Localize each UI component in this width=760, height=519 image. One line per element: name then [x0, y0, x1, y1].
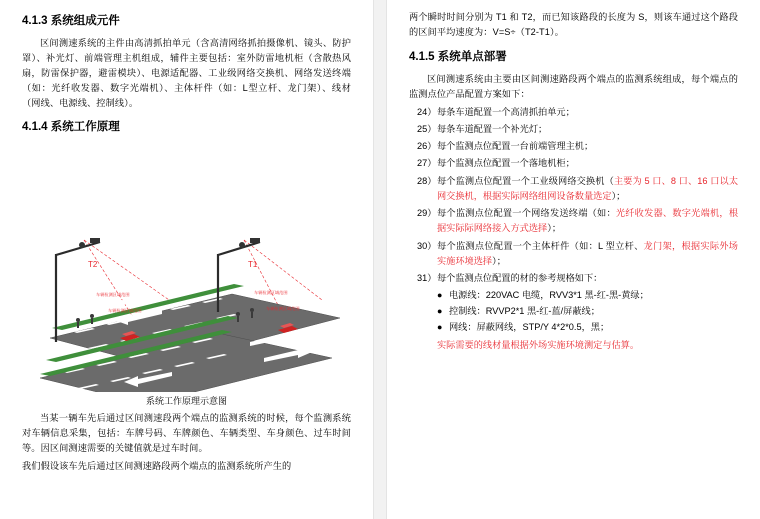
figure-label-t2: T2 [88, 260, 98, 270]
figure-label-detect-area-4: 车辆检测区域范围 [266, 306, 300, 312]
road-illustration-svg [22, 142, 352, 392]
list-item [409, 288, 738, 304]
figure-label-detect-area-2: 车辆检测区域范围 [108, 308, 142, 314]
list-item-number: 25） [417, 123, 437, 134]
figure-label-detect-area-3: 车辆检测区域范围 [254, 290, 288, 296]
list-item-number: 26） [417, 141, 437, 152]
figure-label-t1: T1 [248, 260, 258, 270]
bullet-text: 电源线：220VAC 电缆，RVV3*1 黑-红-黑-黄绿； [449, 290, 649, 301]
list-item-text: 每个监测点位配置一个网络发送终端（如： [437, 208, 616, 219]
list-item-number: 30） [417, 240, 437, 251]
list-item-number: 28） [417, 175, 437, 186]
section-heading-4-1-5: 4.1.5 系统单点部署 [409, 50, 507, 63]
figure-caption: 系统工作原理示意图 [145, 396, 227, 407]
list-item [409, 139, 738, 154]
list-item-number: 31） [417, 273, 437, 284]
list-item-text: 每条车道配置一个高清抓拍单元； [437, 106, 575, 117]
list-item-number: 27） [417, 158, 437, 169]
list-item-text: 每个监测点位配置一个工业级网络交换机（ [437, 175, 614, 186]
system-principle-figure [22, 142, 352, 392]
list-item-text-red: 主要为 5 口、8 口、16 口以太网交换机，根据实际网络组网设备数量选定 [437, 175, 739, 201]
list-item-text: 每条车道配置一个补光灯； [437, 123, 548, 134]
list-item-text: 每个监测点位配置的材的参考规格如下： [437, 273, 603, 284]
list-item-text-tail: ）； [611, 190, 626, 201]
deployment-numbered-list [409, 105, 738, 287]
section-heading-4-1-3: 4.1.3 系统组成元件 [22, 15, 120, 27]
list-item-text: 每个监测点位配置一台前端管理主机； [437, 141, 594, 152]
paragraph-working-principle-1: 当某一辆车先后通过区间测速段两个端点的监测系统的时候，每个监测系统对车辆信息采集，包括：车牌号码、车牌颜色、车辆类型、车身颜色、过车时间等。因区间测速需要的关键值就是过车时间。 [22, 413, 351, 454]
paragraph-formula-lead: 两个瞬时时间分别为 T1 和 T2，而已知该路段的长度为 S，则该车通过这个路段的区间平均速度为：V=S÷（T2-T1）。 [409, 12, 738, 37]
list-item [409, 156, 738, 171]
list-item [409, 206, 738, 237]
document-page-left [0, 0, 374, 519]
bullet-dot-icon: ● [437, 306, 443, 317]
list-item [409, 304, 738, 320]
document-page-right [386, 0, 760, 519]
list-item-number: 24） [417, 106, 437, 117]
list-item [409, 105, 738, 120]
bullet-text: 控制线：RVVP2*1 黑-红-蓝/屏蔽线； [449, 306, 600, 317]
paragraph-system-components: 区间测速系统的主件由高清抓拍单元（含高清网络抓拍摄像机、镜头、防护罩）、补光灯、前端管理主机组成，辅件主要包括：室外防雷地机柜（含散热风扇，防雷保护器，避雷模块）、电源适配器、工业级网络交换机、网络发送终端（如：光纤收发器、数字光端机）、主体杆件（如：L型立杆、龙门架）、线材（网线、电源线、控制线）。 [22, 37, 351, 108]
list-item [409, 174, 738, 205]
paragraph-working-principle-2: 我们假设该车先后通过区间测速路段两个端点的监测系统所产生的 [22, 461, 292, 472]
bullet-text: 网线：屏蔽网线，STP/Y 4*2*0.5，黑； [449, 321, 610, 332]
list-item [409, 271, 738, 286]
section-heading-4-1-4: 4.1.4 系统工作原理 [22, 121, 120, 134]
list-item [409, 239, 738, 270]
list-item-text-red: 龙门架，根据实际外场实施环境选择 [437, 240, 738, 266]
bullet-dot-icon: ● [437, 290, 443, 301]
material-quantity-note: 实际需要的线材量根据外场实施环境测定与估算。 [437, 340, 640, 351]
list-item [409, 122, 738, 137]
list-item-text-red: 光纤收发器、数字光端机，根据实际际网络接入方式选择 [437, 208, 739, 234]
list-item-text: 每个监测点位配置一个落地机柜； [437, 158, 575, 169]
bullet-dot-icon: ● [437, 321, 443, 332]
list-item [409, 320, 738, 336]
material-spec-bullets [409, 288, 738, 335]
paragraph-deployment-intro: 区间测速系统由主要由区间测速路段两个端点的监测系统组成，每个端点的监测点位产品配置方案如下： [409, 73, 738, 99]
list-item-text-tail: ）； [547, 223, 562, 234]
figure-label-detect-area-1: 车辆检测区域范围 [96, 292, 130, 298]
list-item-text: 每个监测点位配置一个主体杆件（如：L 型立杆、 [437, 240, 644, 251]
list-item-number: 29） [417, 208, 437, 219]
list-item-text-tail: ）； [492, 255, 506, 266]
